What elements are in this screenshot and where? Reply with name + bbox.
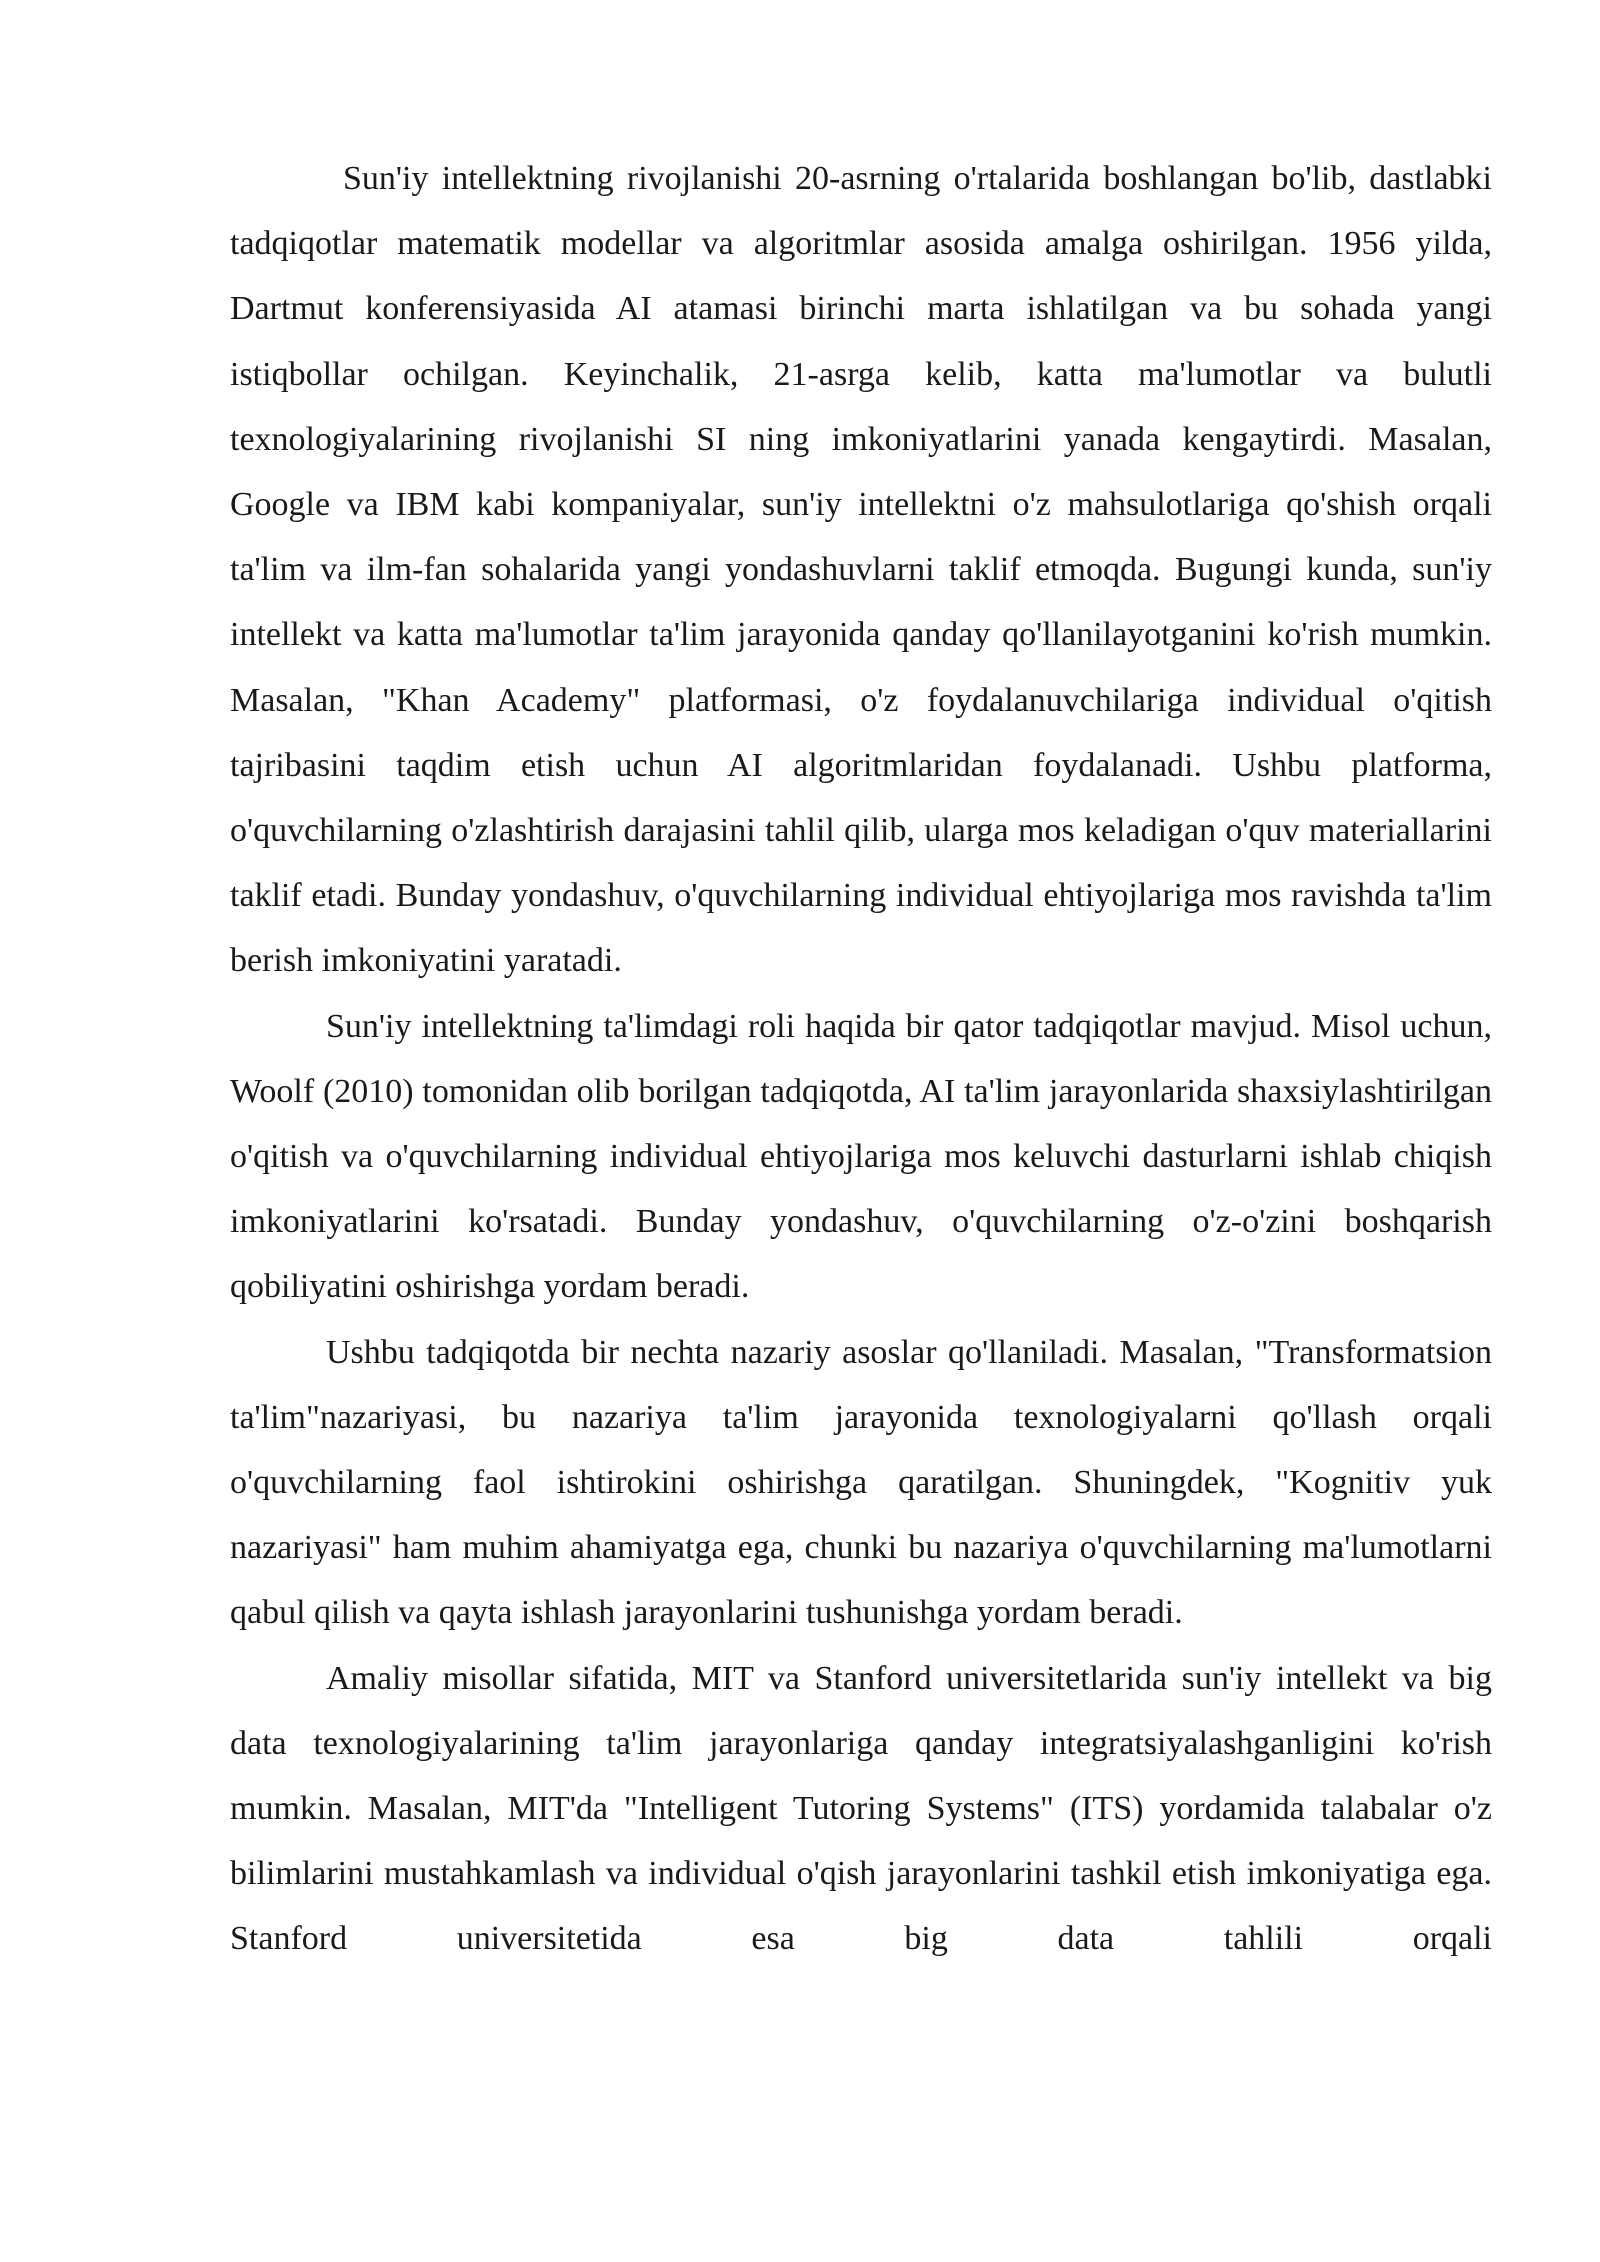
paragraph-theoretical-foundations: Ushbu tadqiqotda bir nechta nazariy asoslar qo'llaniladi. Masalan, "Transformatsion ta'lim"nazariyasi, bu nazariya ta'lim jarayonida texnologiyalarni qo'llash orqali o'quvchilarning faol ishtirokini oshirishga qaratilgan. Shuningdek, "Kognitiv yuk nazariyasi" ham muhim ahamiyatga ega, chunki bu nazariya o'quvchilarning ma'lumotlarni qabul qilish va qayta ishlash jarayonlarini tushunishga yordam beradi. bbox=[230, 1333, 1492, 1632]
document-body bbox=[230, 146, 1492, 1972]
paragraph-ai-role-education: Sun'iy intellektning ta'limdagi roli haqida bir qator tadqiqotlar mavjud. Misol uchun, Woolf (2010) tomonidan olib borilgan tadqiqotda, AI ta'lim jarayonlarida shaxsiylashtirilgan o'qitish va o'quvchilarning individual ehtiyojlariga mos keluvchi dasturlarni ishlab chiqish imkoniyatlarini ko'rsatadi. Bunday yondashuv, o'quvchilarning o'z-o'zini boshqarish qobiliyatini oshirishga yordam beradi. bbox=[230, 1007, 1492, 1306]
paragraph-ai-history: Sun'iy intellektning rivojlanishi 20-asrning o'rtalarida boshlangan bo'lib, dastlabki tadqiqotlar matematik modellar va algoritmlar asosida amalga oshirilgan. 1956 yilda, Dartmut konferensiyasida AI atamasi birinchi marta ishlatilgan va bu sohada yangi istiqbollar ochilgan. Keyinchalik, 21-asrga kelib, katta ma'lumotlar va bulutli texnologiyalarining rivojlanishi SI ning imkoniyatlarini yanada kengaytirdi. Masalan, Google va IBM kabi kompaniyalar, sun'iy intellektni o'z mahsulotlariga qo'shish orqali ta'lim va ilm-fan sohalarida yangi yondashuvlarni taklif etmoqda. Bugungi kunda, sun'iy intellekt va katta ma'lumotlar ta'lim jarayonida qanday qo'llanilayotganini ko'rish mumkin. Masalan, "Khan Academy" platformasi, o'z foydalanuvchilariga individual o'qitish tajribasini taqdim etish uchun AI algoritmlaridan foydalanadi. Ushbu platforma, o'quvchilarning o'zlashtirish darajasini tahlil qilib, ularga mos keladigan o'quv materiallarini taklif etadi. Bunday yondashuv, o'quvchilarning individual ehtiyojlariga mos ravishda ta'lim berish imkoniyatini yaratadi. bbox=[230, 160, 1492, 980]
paragraph-practical-examples: Amaliy misollar sifatida, MIT va Stanford universitetlarida sun'iy intellekt va big data texnologiyalarining ta'lim jarayonlariga qanday integratsiyalashganligini ko'rish mumkin. Masalan, MIT'da "Intelligent Tutoring Systems" (ITS) yordamida talabalar o'z bilimlarini mustahkamlash va individual o'qish jarayonlarini tashkil etish imkoniyatiga ega. Stanford universitetida esa big data tahlili orqali bbox=[230, 1659, 1492, 1958]
